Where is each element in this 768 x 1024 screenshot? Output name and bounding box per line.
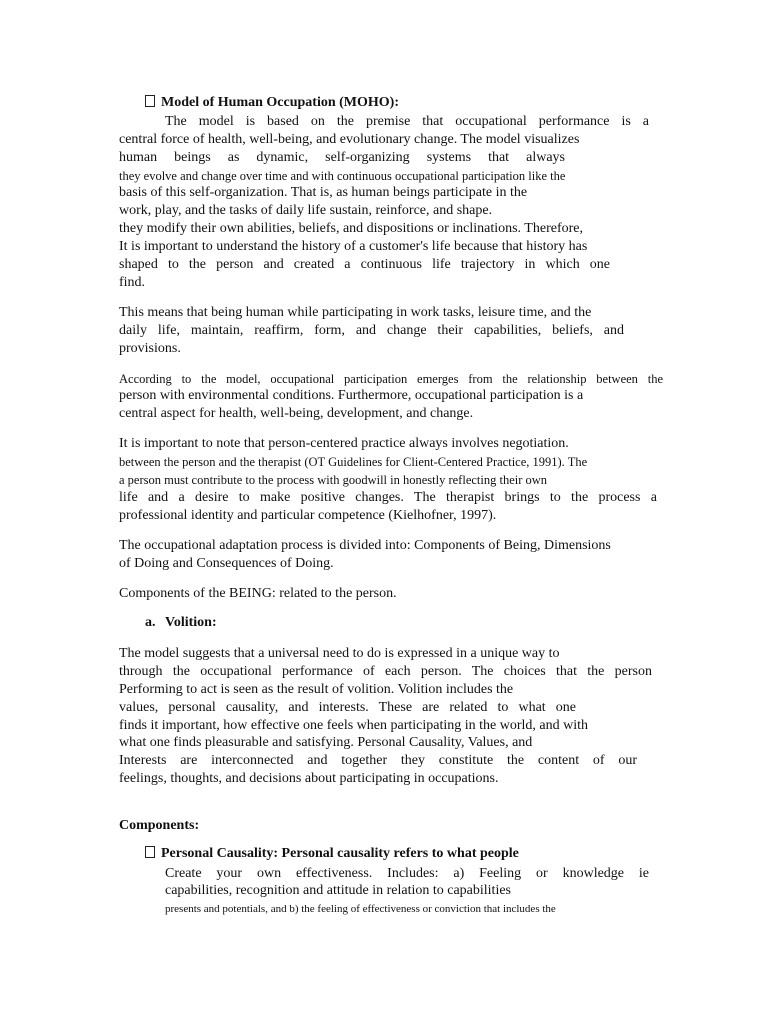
pc-line: presents and potentials, and b) the feeling of effectiveness or conviction that includes the bbox=[165, 903, 556, 915]
moho-heading-text: Model of Human Occupation (MOHO): bbox=[161, 95, 399, 110]
para5-line: The occupational adaptation process is divided into: Components of Being, Dimensions bbox=[119, 538, 611, 553]
intro-line: shaped to the person and created a continuous life trajectory in which one bbox=[119, 257, 610, 272]
intro-line: The model is based on the premise that occupational performance is a bbox=[165, 114, 649, 129]
checkbox-glyph-icon bbox=[145, 846, 155, 858]
para4-line: between the person and the therapist (OT Guidelines for Client-Centered Practice, 1991). The bbox=[119, 455, 588, 469]
para7-line: values, personal causality, and interests. These are related to what one bbox=[119, 700, 576, 715]
para4-line: life and a desire to make positive changes. The therapist brings to the process a bbox=[119, 490, 657, 505]
para7-line: feelings, thoughts, and decisions about participating in occupations. bbox=[119, 771, 499, 786]
para6-line: Components of the BEING: related to the person. bbox=[119, 586, 397, 601]
intro-line: It is important to understand the history of a customer's life because that history has bbox=[119, 239, 588, 254]
intro-line: they modify their own abilities, beliefs, and dispositions or inclinations. Therefore, bbox=[119, 221, 583, 236]
para7-line: through the occupational performance of each person. The choices that the person bbox=[119, 664, 652, 679]
para7-line: what one finds pleasurable and satisfying. Personal Causality, Values, and bbox=[119, 735, 533, 750]
intro-line: work, play, and the tasks of daily life sustain, reinforce, and shape. bbox=[119, 203, 493, 218]
pc-line: capabilities, recognition and attitude in relation to capabilities bbox=[165, 883, 512, 898]
volition-marker: a. bbox=[145, 615, 156, 630]
volition-title: Volition: bbox=[165, 615, 217, 630]
pc-line: Create your own effectiveness. Includes: a) Feeling or knowledge ie bbox=[165, 866, 649, 881]
para5-line: of Doing and Consequences of Doing. bbox=[119, 556, 334, 571]
para7-line: Interests are interconnected and together they constitute the content of our bbox=[119, 753, 637, 768]
components-heading: Components: bbox=[119, 818, 200, 833]
volition-heading bbox=[145, 614, 217, 632]
para3-line: person with environmental conditions. Furthermore, occupational participation is a bbox=[119, 388, 584, 403]
para7-line: Performing to act is seen as the result of volition. Volition includes the bbox=[119, 682, 514, 697]
para2-line: provisions. bbox=[119, 341, 181, 356]
intro-line: human beings as dynamic, self-organizing systems that always bbox=[119, 150, 565, 165]
intro-line: they evolve and change over time and with continuous occupational participation like the bbox=[119, 169, 566, 183]
moho-heading bbox=[145, 94, 399, 112]
para3-line: According to the model, occupational participation emerges from the relationship between the bbox=[119, 372, 663, 386]
para4-line: a person must contribute to the process with goodwill in honestly reflecting their own bbox=[119, 473, 548, 487]
para7-line: The model suggests that a universal need to do is expressed in a unique way to bbox=[119, 646, 560, 661]
para2-line: This means that being human while participating in work tasks, leisure time, and the bbox=[119, 305, 592, 320]
intro-line: find. bbox=[119, 275, 146, 290]
pc-heading-text: Personal Causality: Personal causality refers to what people bbox=[161, 846, 519, 861]
intro-line: basis of this self-organization. That is, as human beings participate in the bbox=[119, 185, 528, 200]
pc-heading bbox=[145, 845, 568, 863]
para3-line: central aspect for health, well-being, development, and change. bbox=[119, 406, 474, 421]
para4-line: It is important to note that person-centered practice always involves negotiation. bbox=[119, 436, 569, 451]
para7-line: finds it important, how effective one feels when participating in the world, and with bbox=[119, 718, 589, 733]
checkbox-glyph-icon bbox=[145, 95, 155, 107]
para4-line: professional identity and particular competence (Kielhofner, 1997). bbox=[119, 508, 497, 523]
intro-line: central force of health, well-being, and evolutionary change. The model visualizes bbox=[119, 132, 580, 147]
para2-line: daily life, maintain, reaffirm, form, and change their capabilities, beliefs, and bbox=[119, 323, 624, 338]
